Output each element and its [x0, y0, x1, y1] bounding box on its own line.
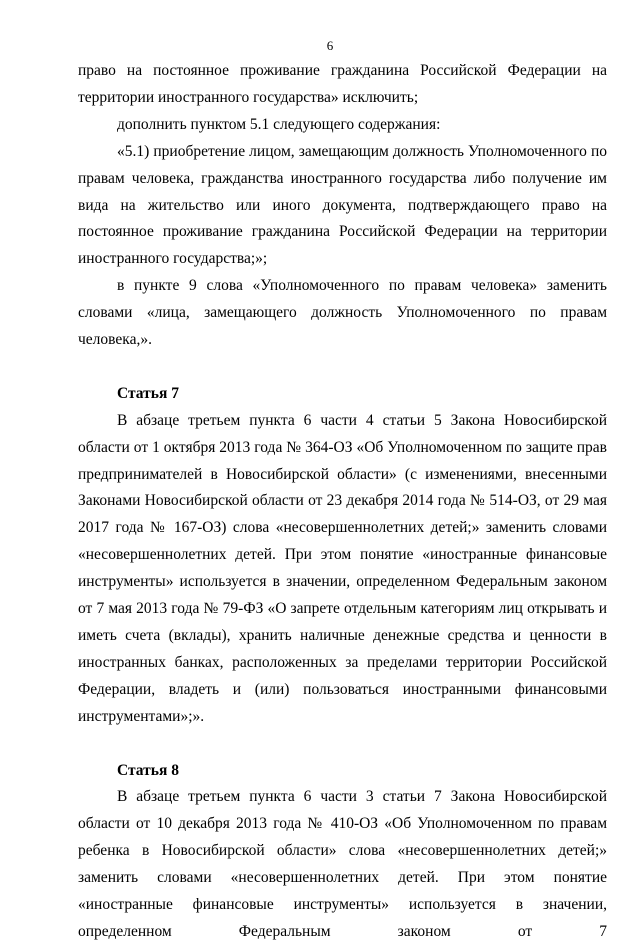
paragraph-item-9: в пункте 9 слова «Уполномоченного по правам человека» заменить словами «лица, замещающего должность Уполномоченного по правам человека,».	[78, 277, 607, 349]
article-8-heading: Статья 8	[117, 761, 179, 779]
document-body	[78, 58, 607, 946]
article-7-heading: Статья 7	[117, 384, 179, 402]
paragraph-continuation: право на постоянное проживание гражданина Российской Федерации на территории иностранного государства» исключить;	[78, 62, 607, 106]
spacer	[78, 731, 607, 758]
page-number: 6	[326, 38, 334, 53]
article-7-text: В абзаце третьем пункта 6 части 4 статьи 5 Закона Новосибирской области от 1 октября 2013 года № 364-ОЗ «Об Уполномоченном по защите прав предпринимателей в Новосибирской области» (с изменениями, внесенными Законами Новосибирской области от 23 декабря 2014 года № 514-ОЗ, от 29 мая 2017 года № 167-ОЗ) слова «несовершеннолетних детей;» заменить словами «несовершеннолетних детей. При этом понятие «иностранные финансовые инструменты» используется в значении, определенном Федеральным законом от 7 мая 2013 года № 79-ФЗ «О запрете отдельным категориям лиц открывать и иметь счета (вклады), хранить наличные денежные средства и ценности в иностранных банках, расположенных за пределами территории Российской Федерации, владеть и (или) пользоваться иностранными финансовыми инструментами»;».	[78, 411, 607, 725]
paragraph-add-item: дополнить пунктом 5.1 следующего содержания:	[117, 115, 441, 133]
paragraph-item-5-1: «5.1) приобретение лицом, замещающим должность Уполномоченного по правам человека, гражданства иностранного государства либо получение им вида на жительство или иного документа, подтверждающего право на постоянное проживание гражданина Российской Федерации на территории иностранного государства;»;	[78, 142, 607, 268]
spacer	[78, 354, 607, 381]
article-8-text: В абзаце третьем пункта 6 части 3 статьи 7 Закона Новосибирской области от 10 декабря 2013 года № 410-ОЗ «Об Уполномоченном по правам ребенка в Новосибирской области» слова «несовершеннолетних детей;» заменить словами «несовершеннолетних детей. При этом понятие «иностранные финансовые инструменты» используется в значении, определенном Федеральным законом от 7	[78, 788, 607, 940]
